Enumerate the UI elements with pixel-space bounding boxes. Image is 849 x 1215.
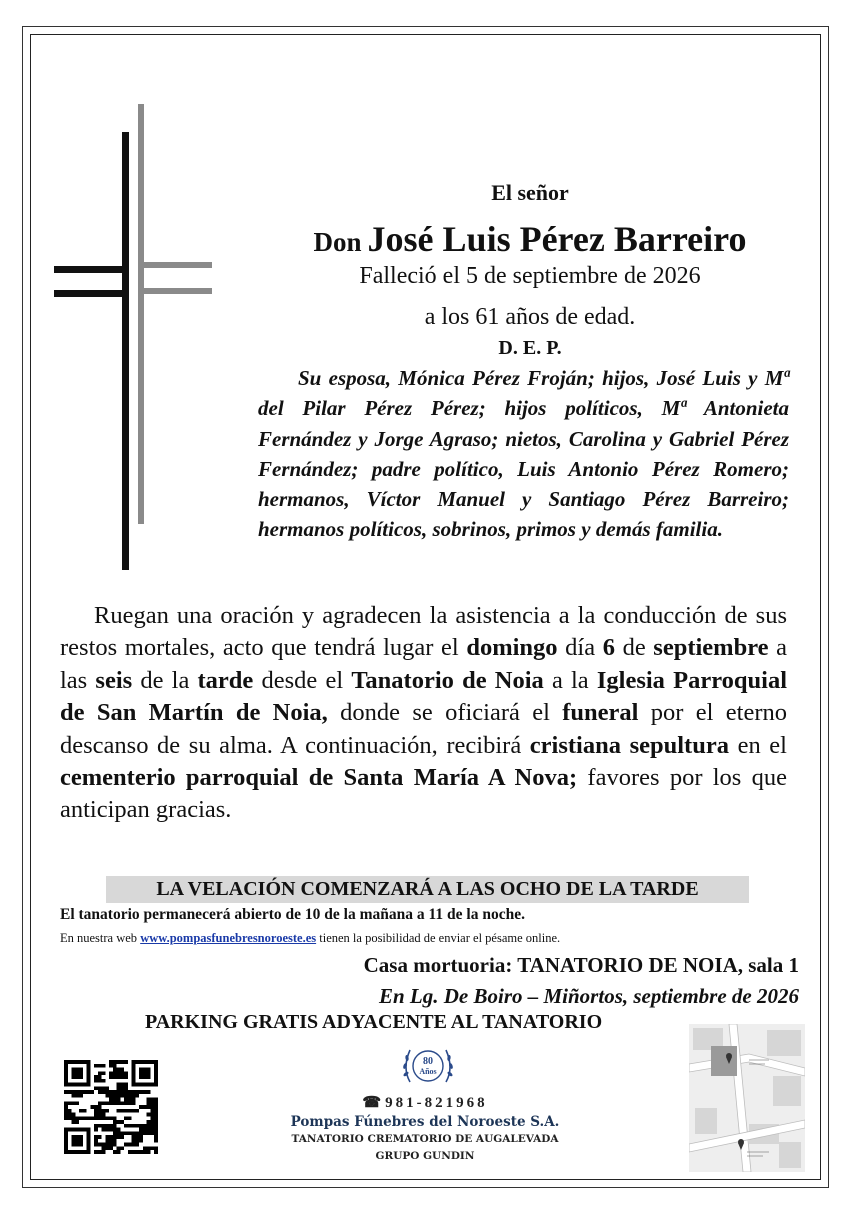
parking-notice: PARKING GRATIS ADYACENTE AL TANATORIO (145, 1011, 603, 1033)
emphasis: seis (95, 666, 133, 694)
text-run: día (557, 634, 603, 662)
mortuary-house: Casa mortuoria: TANATORIO DE NOIA, sala 1 (363, 953, 799, 977)
web-notice (60, 931, 560, 946)
text-run: En nuestra web (60, 931, 141, 945)
family-line: político, Luis Antonio Pérez Romero; (434, 456, 790, 481)
emphasis: Tanatorio de Noia (351, 666, 544, 694)
qr-code-icon[interactable] (64, 1060, 158, 1154)
honorific: Don (313, 227, 362, 257)
family-line: hermanos, Víctor Manuel y Santiago Pérez (258, 487, 691, 512)
emphasis: cementerio parroquial de Santa María A Nova; (60, 764, 578, 792)
emphasis: septiembre (653, 634, 769, 662)
location-map[interactable] (689, 1024, 805, 1172)
text-run: de (614, 634, 654, 662)
deceased-name (235, 218, 825, 260)
cross-icon (54, 104, 214, 574)
velacion-notice: LA VELACIÓN COMENZARÁ A LAS OCHO DE LA TARDE (156, 878, 699, 900)
family-line: Luis y Mª del Pilar Pérez Pérez; hijos políticos, (258, 366, 789, 421)
death-date: Falleció el 5 de septiembre de 2026 (359, 263, 701, 289)
text-run: donde se oficiará el (327, 699, 563, 727)
family-line: Mª Antonieta Fernández y Jorge Agraso; nietos, (258, 396, 790, 451)
emphasis: cristiana sepultura (529, 731, 729, 759)
family-line: Carolina y Gabriel Pérez Fernández; padre (258, 426, 790, 481)
emphasis: Iglesia Parroquial de San Martín de Noia, (60, 666, 788, 727)
text-run: tienen la posibilidad de enviar el pésame online. (316, 931, 561, 945)
text-run: en el (728, 731, 787, 759)
emphasis: funeral (562, 699, 639, 727)
emphasis: tarde (197, 666, 254, 694)
anniversary-badge-icon (400, 1040, 456, 1092)
text-run: Ruegan una oración y agradecen la asistencia a la conducción de sus restos mortales, acto que tendrá lugar el (60, 602, 787, 662)
phone-number[interactable]: 981-821968 (385, 1095, 488, 1111)
badge-text: Años (419, 1067, 437, 1076)
emphasis: 6 (602, 634, 615, 662)
family-line: demás familia. (595, 517, 723, 542)
group-name: GRUPO GUNDIN (375, 1150, 475, 1162)
text-run: desde el (253, 666, 352, 694)
text-run: a la (543, 666, 597, 694)
phone-line (260, 1093, 590, 1112)
family-line: Su esposa, Mónica Pérez Froján; hijos, José (298, 366, 696, 390)
text-run: a las (60, 634, 787, 694)
crematorium-name: TANATORIO CREMATORIO DE AUGALEVADA (291, 1133, 559, 1145)
family-paragraph (258, 363, 789, 545)
text-run: favores por los que anticipan gracias. (60, 764, 787, 824)
rip-text: D. E. P. (498, 337, 562, 359)
text-run: de la (132, 666, 198, 694)
full-name: José Luis Pérez Barreiro (367, 219, 747, 259)
place-date: En Lg. De Boiro – Miñortos, septiembre de 2026 (378, 984, 799, 1008)
family-line: Barreiro; hermanos políticos, sobrinos, primos y (258, 487, 789, 542)
emphasis: domingo (466, 634, 558, 662)
ceremony-paragraph (60, 600, 787, 827)
website-link[interactable]: www.pompasfunebresnoroeste.es (140, 931, 317, 945)
text-run: por el eterno descanso de su alma. A continuación, recibirá (60, 699, 787, 759)
phone-icon: ☎ (362, 1095, 382, 1111)
opening-hours: El tanatorio permanecerá abierto de 10 de la mañana a 11 de la noche. (60, 906, 525, 923)
badge-number: 80 (423, 1056, 433, 1067)
company-name: Pompas Fúnebres del Noroeste S.A. (290, 1114, 560, 1130)
age: a los 61 años de edad. (424, 304, 636, 330)
intro-title: El señor (491, 180, 569, 205)
